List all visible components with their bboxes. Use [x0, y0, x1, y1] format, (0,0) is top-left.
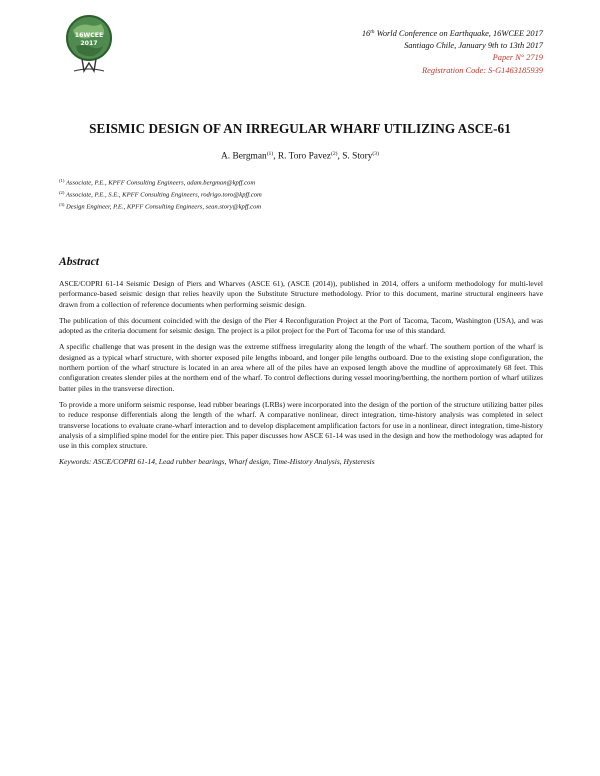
conference-info: [362, 26, 543, 77]
abstract-paragraph: To provide a more uniform seismic response, lead rubber bearings (LRBs) were incorporated into the design of the portion of the structure utilizing batter piles to reduce response differentials along the length of the wharf. A comparative nonlinear, direct integration, time-history analysis was completed in select transverse locations to evaluate crane-wharf interaction and to develop displacement amplification factors for use in a nonlinear, direct integration, time-history analysis of a simplified spine model for the entire pier. This paper discusses how ASCE 61-14 was used in the design and how the methodology was adapted for use in this complex structure.: [59, 399, 543, 451]
abstract-paragraph: The publication of this document coincided with the design of the Pier 4 Reconfiguration Project at the Port of Tacoma, Tacom, Washington (USA), and was adopted as the criteria document for seismic design. The project is a pilot project for the Port of Tacoma for use of this standard.: [59, 315, 543, 336]
paper-title: SEISMIC DESIGN OF AN IRREGULAR WHARF UTILIZING ASCE-61: [89, 121, 511, 136]
author-name: R. Toro Pavez: [277, 151, 331, 162]
registration-code: Registration Code: S-G1463185939: [422, 65, 543, 75]
author-list: A. Bergman$^{(1)}$, R. Toro Pavez$^{(2)}$, S. Story$^{(3)}$: [221, 151, 379, 162]
author-mark: (1): [266, 151, 274, 157]
author-name: A. Bergman: [221, 151, 267, 162]
author-name: S. Story: [342, 151, 373, 162]
logo-text-line2: 2017: [80, 40, 98, 47]
abstract-heading: Abstract: [59, 255, 99, 268]
affiliation-item: $^{(3)}$ Design Engineer, P.E., KPFF Consulting Engineers, sean.story@kpff.com: [59, 202, 262, 211]
conference-location-dates: Santiago Chile, January 9th to 13th 2017: [404, 41, 543, 51]
abstract-body: [59, 279, 543, 474]
keywords: Keywords: ASCE/COPRI 61-14, Lead rubber bearings, Wharf design, Time-History Analysis, Hysteresis: [59, 457, 375, 467]
affiliation-item: $^{(1)}$ Associate, P.E., KPFF Consulting Engineers, adam.bergman@kpff.com: [59, 178, 256, 187]
abstract-paragraph: ASCE/COPRI 61-14 Seismic Design of Piers and Wharves (ASCE 61), (ASCE (2014)), published in 2014, offers a uniform methodology for multi-level performance-based seismic design that relies heavily upon the Substitute Structure methodology. Prior to this document, marine structural engineers have drawn from a collection of reference documents when performing seismic design.: [59, 279, 543, 309]
abstract-paragraph: A specific challenge that was present in the design was the extreme stiffness irregularity along the length of the wharf. The southern portion of the wharf is designed as a typical wharf structure, with shorter exposed pile lengths inboard, and longer pile lengths outboard. Due to the existing slope configuration, the northern portion of the wharf structure is located in an area where all of the piles have an exposed length above the mudline of approximately 68 feet. This configuration creates slender piles at the northern end of the wharf. To control deflections during vessel mooring/berthing, the northern portion of wharf utilizes batter piles in the transverse direction.: [59, 342, 543, 393]
affiliation-list: [59, 176, 262, 212]
author-mark: (3): [372, 151, 379, 157]
affiliation-item: $^{(2)}$ Associate, P.E., S.E., KPFF Consulting Engineers, rodrigo.toro@kpff.com: [59, 190, 262, 199]
conference-name: 16th World Conference on Earthquake, 16WCEE 2017: [361, 29, 543, 38]
globe-logo-icon: [64, 13, 114, 75]
conference-logo: [64, 13, 114, 75]
paper-number: Paper N° 2719: [492, 53, 543, 63]
author-mark: (2): [330, 151, 338, 157]
logo-text-line1: 16WCEE: [74, 32, 104, 39]
